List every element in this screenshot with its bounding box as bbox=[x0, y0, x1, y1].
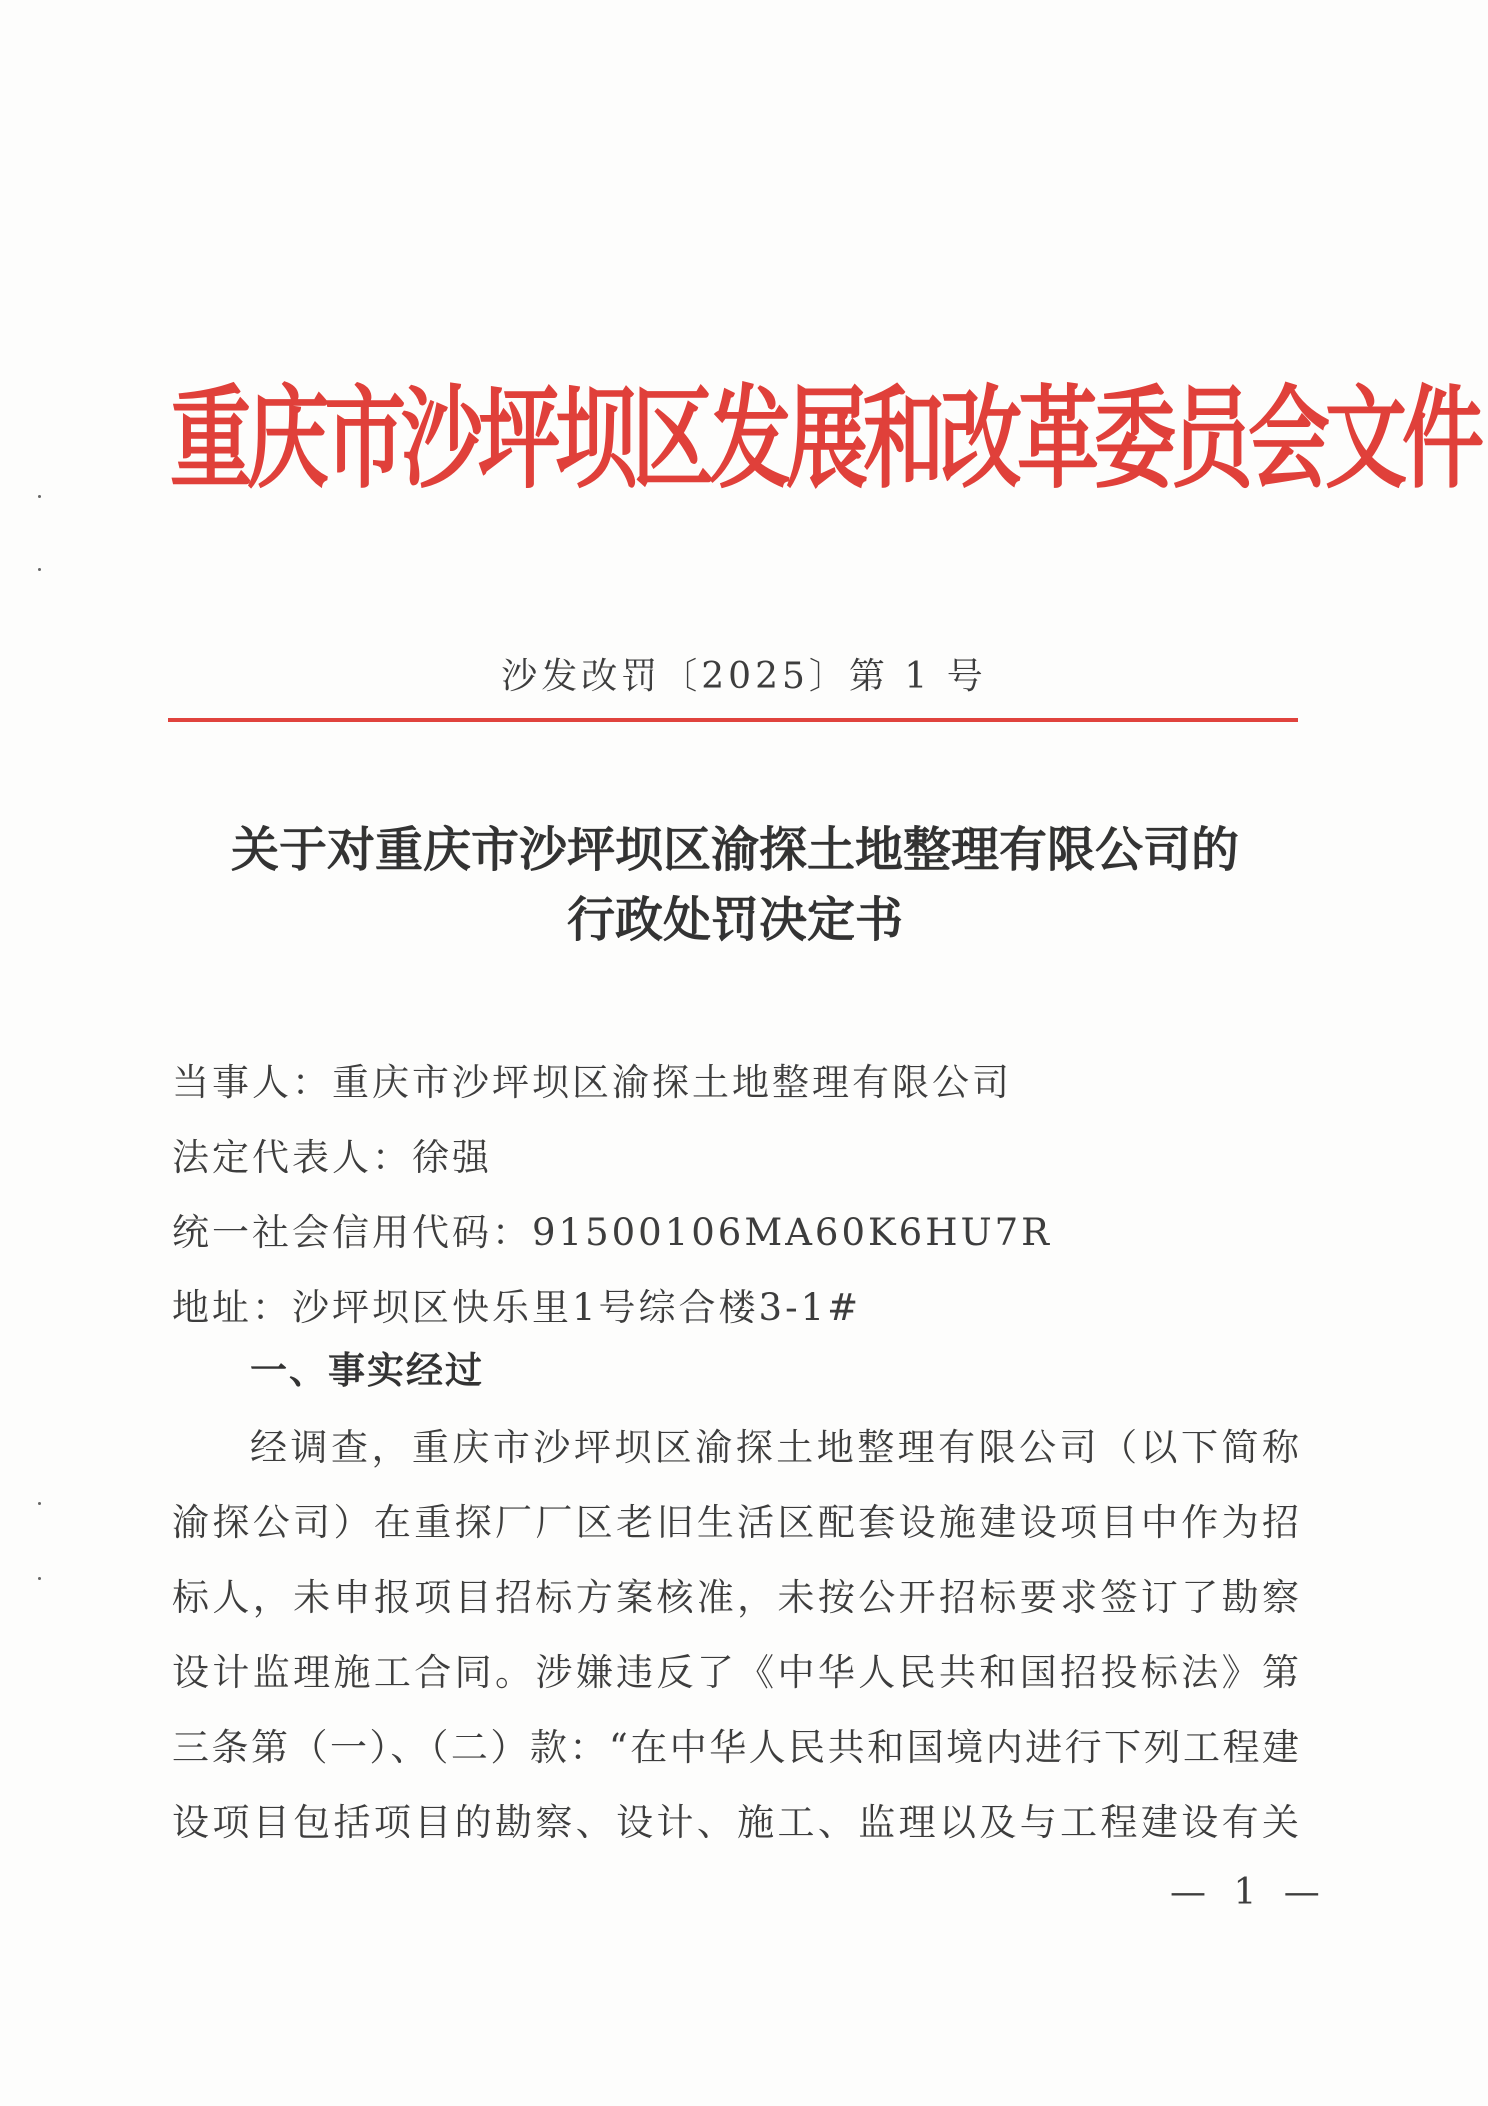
section-heading-facts: 一、事实经过 bbox=[250, 1349, 484, 1392]
document-title-line-1: 关于对重庆市沙坪坝区渝探土地整理有限公司的 bbox=[230, 822, 1239, 878]
scan-speck bbox=[38, 1502, 41, 1505]
paragraph-line: 经调查，重庆市沙坪坝区渝探土地整理有限公司（以下简称 bbox=[250, 1426, 1300, 1469]
scan-speck bbox=[38, 1577, 41, 1580]
credit-code-line: 统一社会信用代码：91500106MA60K6HU7R bbox=[172, 1211, 1053, 1254]
legal-representative-line: 法定代表人：徐强 bbox=[172, 1136, 492, 1179]
paragraph-line: 标人，未申报项目招标方案核准，未按公开招标要求签订了勘察 bbox=[172, 1576, 1300, 1619]
document-number: 沙发改罚〔2025〕第 1 号 bbox=[501, 656, 987, 697]
scan-speck bbox=[38, 495, 41, 498]
paragraph-line: 三条第（一）、（二）款：“在中华人民共和国境内进行下列工程建 bbox=[172, 1726, 1300, 1769]
document-title-line-2: 行政处罚决定书 bbox=[566, 892, 903, 948]
issuer-header-title: 重庆市沙坪坝区发展和改革委员会文件 bbox=[170, 375, 1480, 505]
paragraph-line: 设项目包括项目的勘察、设计、施工、监理以及与工程建设有关 bbox=[172, 1801, 1300, 1844]
paragraph-line: 设计监理施工合同。涉嫌违反了《中华人民共和国招投标法》第 bbox=[172, 1651, 1300, 1694]
paragraph-line: 渝探公司）在重探厂厂区老旧生活区配套设施建设项目中作为招 bbox=[172, 1501, 1300, 1544]
party-name-line: 当事人：重庆市沙坪坝区渝探土地整理有限公司 bbox=[172, 1061, 1012, 1104]
address-line: 地址：沙坪坝区快乐里1号综合楼3-1# bbox=[172, 1286, 862, 1329]
page-number: — 1 — bbox=[1170, 1872, 1328, 1913]
facts-paragraph bbox=[172, 1410, 1300, 1860]
party-info bbox=[172, 1045, 1052, 1345]
scan-speck bbox=[38, 568, 41, 571]
red-divider-rule bbox=[168, 718, 1298, 722]
document-title bbox=[160, 815, 1310, 955]
